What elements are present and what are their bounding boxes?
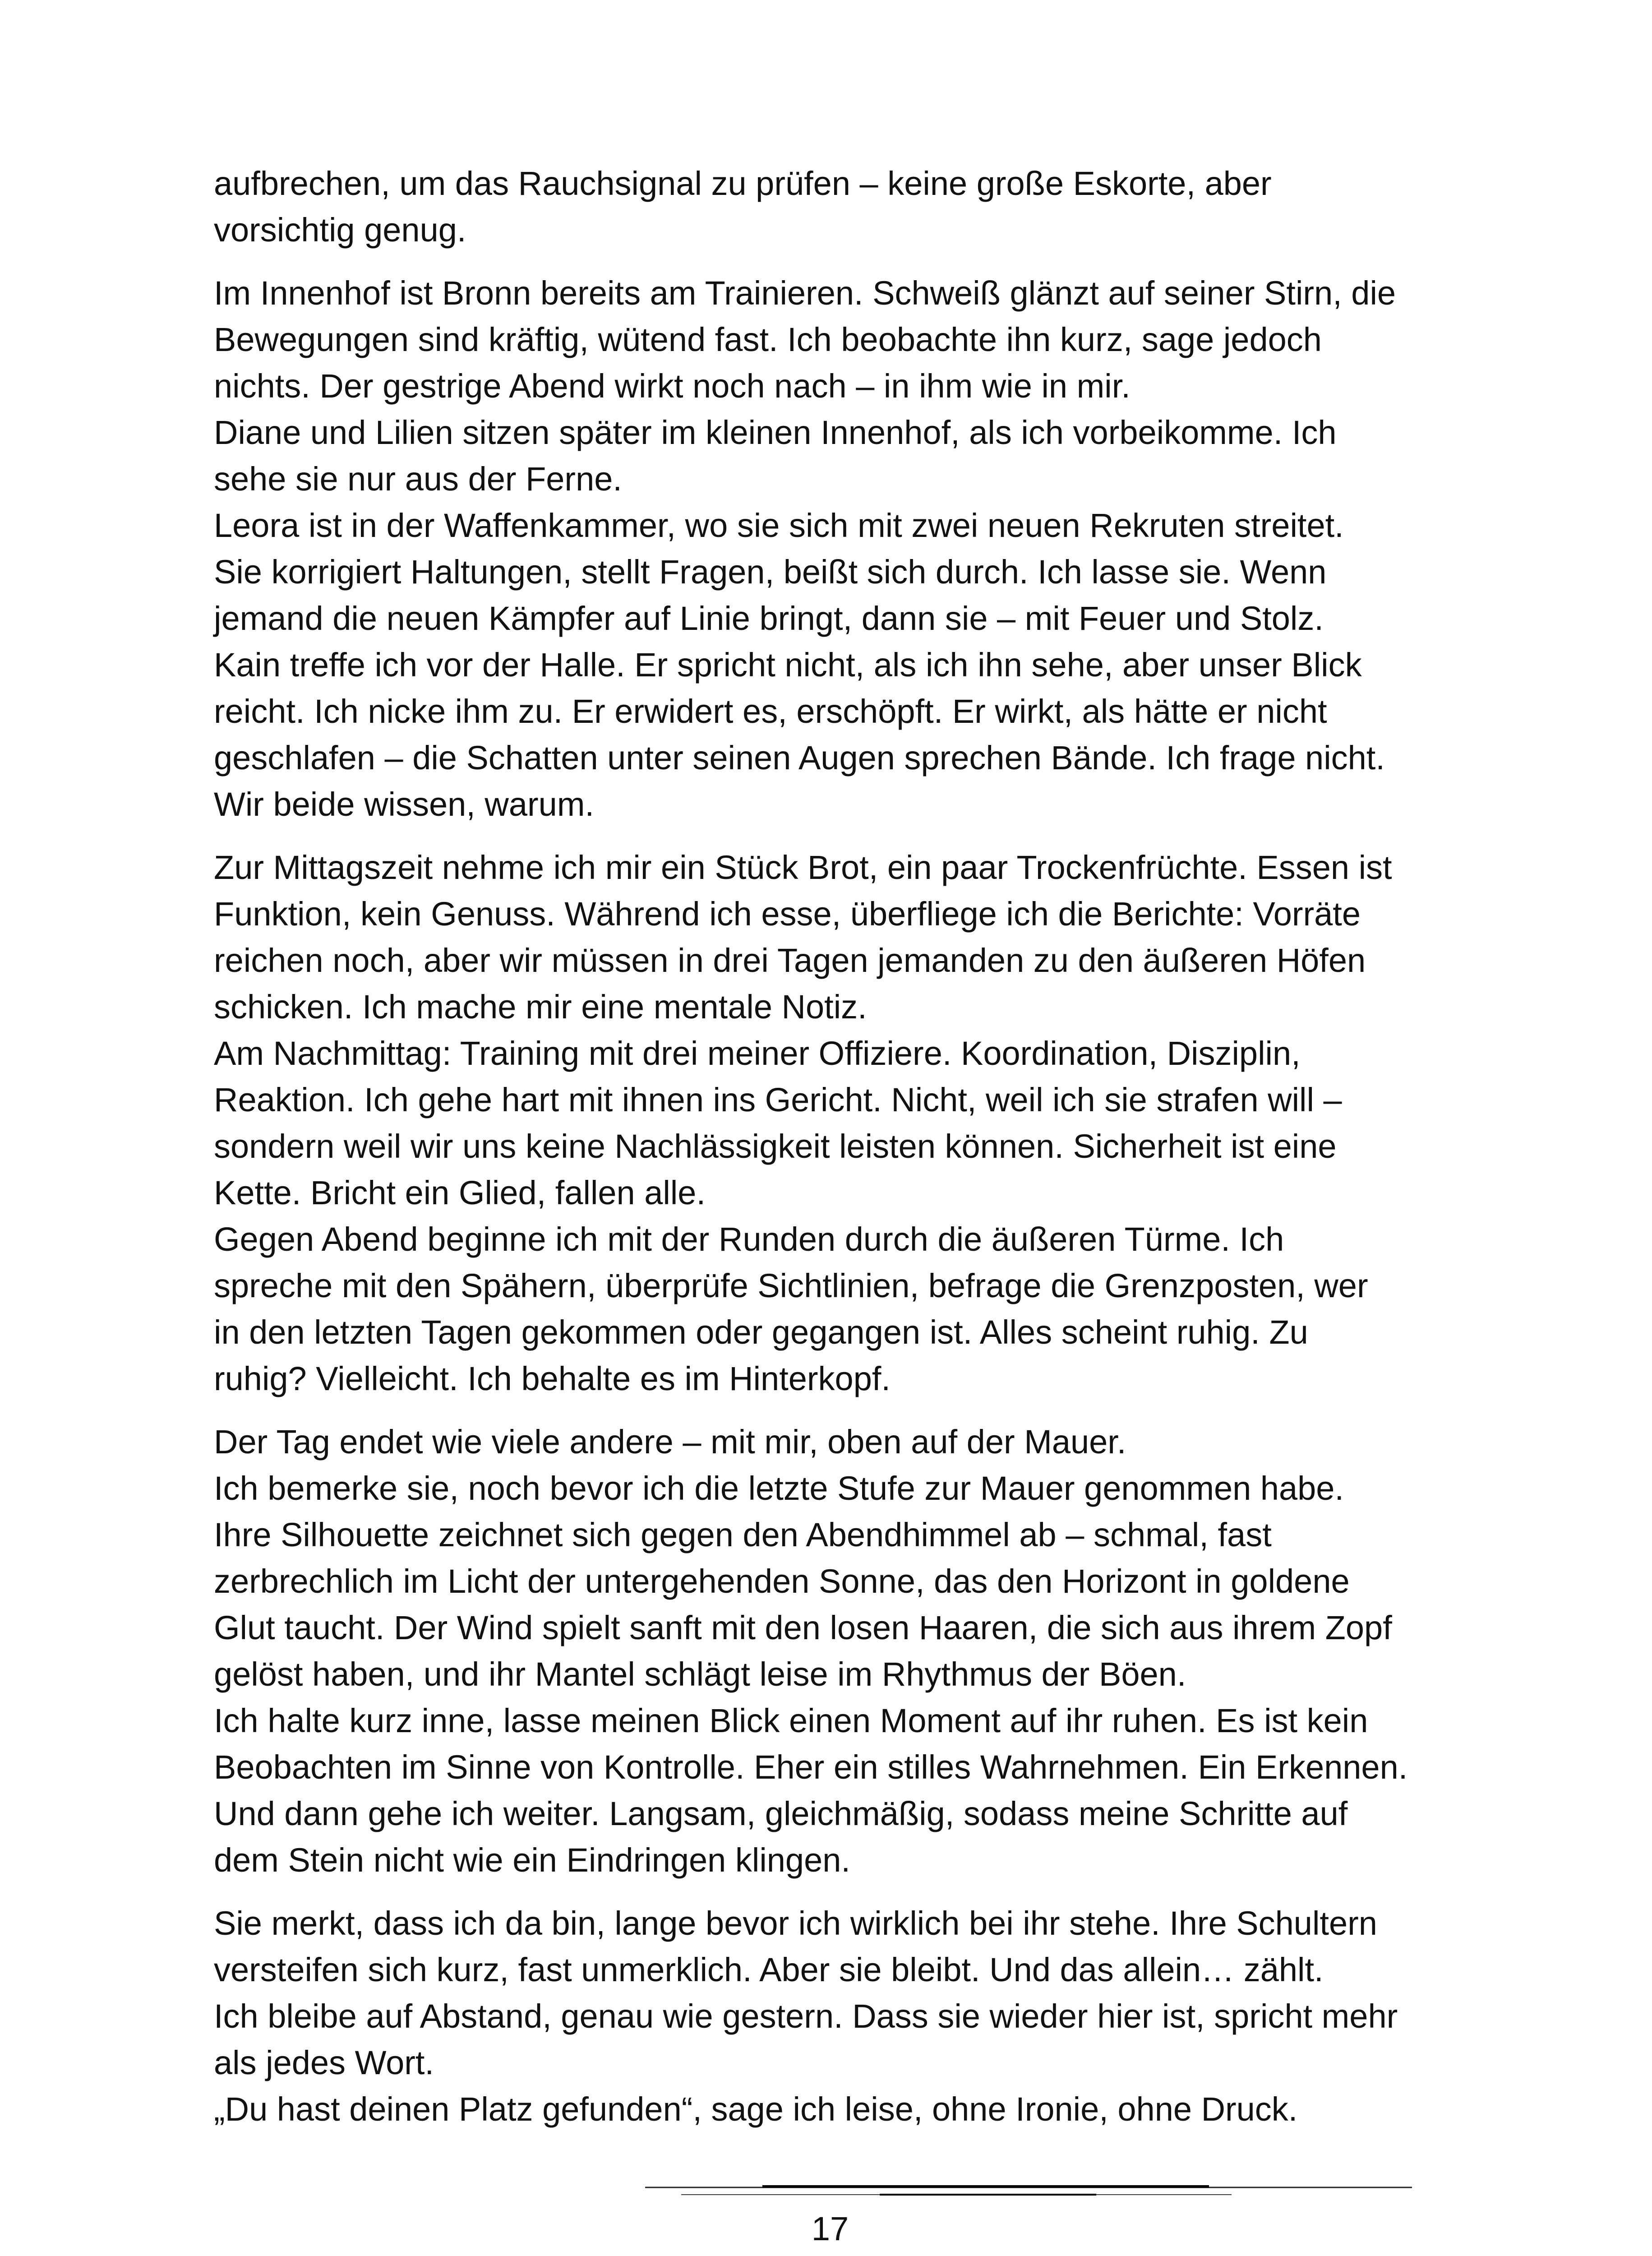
paragraph [214, 844, 1459, 1402]
text-line: reicht. Ich nicke ihm zu. Er erwidert es, erschöpft. Er wirkt, als hätte er nicht [214, 693, 1327, 730]
text-line: nichts. Der gestrige Abend wirkt noch nach – in ihm wie in mir. [214, 367, 1131, 405]
text-line: Und dann gehe ich weiter. Langsam, gleichmäßig, sodass meine Schritte auf [214, 1795, 1348, 1832]
text-line: ruhig? Vielleicht. Ich behalte es im Hinterkopf. [214, 1360, 891, 1397]
text-line: geschlafen – die Schatten unter seinen Augen sprechen Bände. Ich frage nicht. [214, 739, 1385, 777]
text-line: sondern weil wir uns keine Nachlässigkeit leisten können. Sicherheit ist eine [214, 1128, 1337, 1165]
text-line: Der Tag endet wie viele andere – mit mir, oben auf der Mauer. [214, 1423, 1126, 1461]
text-line: Diane und Lilien sitzen später im kleinen Innenhof, als ich vorbeikomme. Ich [214, 414, 1337, 451]
page-number: 17 [811, 2210, 849, 2247]
text-line: Funktion, kein Genuss. Während ich esse, überfliege ich die Berichte: Vorräte [214, 895, 1361, 933]
text-line: Im Innenhof ist Bronn bereits am Trainieren. Schweiß glänzt auf seiner Stirn, die [214, 274, 1396, 312]
text-line: sehe sie nur aus der Ferne. [214, 460, 622, 498]
footer-rule [645, 2184, 1412, 2197]
text-line: Leora ist in der Waffenkammer, wo sie sich mit zwei neuen Rekruten streitet. [214, 507, 1344, 544]
body-text [214, 160, 1459, 2149]
text-line: aufbrechen, um das Rauchsignal zu prüfen – keine große Eskorte, aber [214, 165, 1272, 202]
text-line: Glut taucht. Der Wind spielt sanft mit den losen Haaren, die sich aus ihrem Zopf [214, 1609, 1392, 1646]
text-line: Ihre Silhouette zeichnet sich gegen den Abendhimmel ab – schmal, fast [214, 1516, 1272, 1553]
text-line: Ich bemerke sie, noch bevor ich die letzte Stufe zur Mauer genommen habe. [214, 1470, 1344, 1507]
text-line: Ich halte kurz inne, lasse meinen Blick einen Moment auf ihr ruhen. Es ist kein [214, 1702, 1368, 1739]
text-line: Am Nachmittag: Training mit drei meiner Offiziere. Koordination, Disziplin, [214, 1035, 1301, 1072]
paragraph [214, 160, 1459, 253]
text-line: versteifen sich kurz, fast unmerklich. Aber sie bleibt. Und das allein… zählt. [214, 1951, 1324, 1988]
text-line: reichen noch, aber wir müssen in drei Tagen jemanden zu den äußeren Höfen [214, 942, 1366, 979]
text-line: Reaktion. Ich gehe hart mit ihnen ins Gericht. Nicht, weil ich sie strafen will – [214, 1081, 1342, 1119]
paragraph [214, 270, 1459, 828]
text-line: Kette. Bricht ein Glied, fallen alle. [214, 1174, 706, 1211]
text-line: spreche mit den Spähern, überprüfe Sichtlinien, befrage die Grenzposten, wer [214, 1267, 1368, 1304]
text-line: „Du hast deinen Platz gefunden“, sage ich leise, ohne Ironie, ohne Druck. [214, 2090, 1298, 2128]
text-line: dem Stein nicht wie ein Eindringen klingen. [214, 1841, 850, 1879]
text-line: zerbrechlich im Licht der untergehenden Sonne, das den Horizont in goldene [214, 1563, 1350, 1600]
text-line: Sie korrigiert Haltungen, stellt Fragen, beißt sich durch. Ich lasse sie. Wenn [214, 553, 1327, 591]
text-line: jemand die neuen Kämpfer auf Linie bringt, dann sie – mit Feuer und Stolz. [214, 600, 1324, 637]
text-line: gelöst haben, und ihr Mantel schlägt leise im Rhythmus der Böen. [214, 1655, 1186, 1693]
paragraph [214, 1900, 1459, 2132]
text-line: in den letzten Tagen gekommen oder gegangen ist. Alles scheint ruhig. Zu [214, 1313, 1308, 1351]
text-line: Bewegungen sind kräftig, wütend fast. Ich beobachte ihn kurz, sage jedoch [214, 321, 1322, 358]
paragraph [214, 1419, 1459, 1883]
text-line: Gegen Abend beginne ich mit der Runden durch die äußeren Türme. Ich [214, 1220, 1284, 1258]
text-line: Ich bleibe auf Abstand, genau wie gestern. Dass sie wieder hier ist, spricht mehr [214, 1997, 1398, 2035]
text-line: Beobachten im Sinne von Kontrolle. Eher ein stilles Wahrnehmen. Ein Erkennen. [214, 1748, 1408, 1786]
text-line: Kain treffe ich vor der Halle. Er spricht nicht, als ich ihn sehe, aber unser Blick [214, 646, 1362, 684]
text-line: vorsichtig genug. [214, 211, 466, 249]
text-line: Zur Mittagszeit nehme ich mir ein Stück Brot, ein paar Trockenfrüchte. Essen ist [214, 849, 1392, 886]
text-line: Wir beide wissen, warum. [214, 786, 595, 823]
text-line: als jedes Wort. [214, 2044, 434, 2081]
text-line: Sie merkt, dass ich da bin, lange bevor ich wirklich bei ihr stehe. Ihre Schultern [214, 1905, 1377, 1942]
text-line: schicken. Ich mache mir eine mentale Notiz. [214, 988, 867, 1026]
